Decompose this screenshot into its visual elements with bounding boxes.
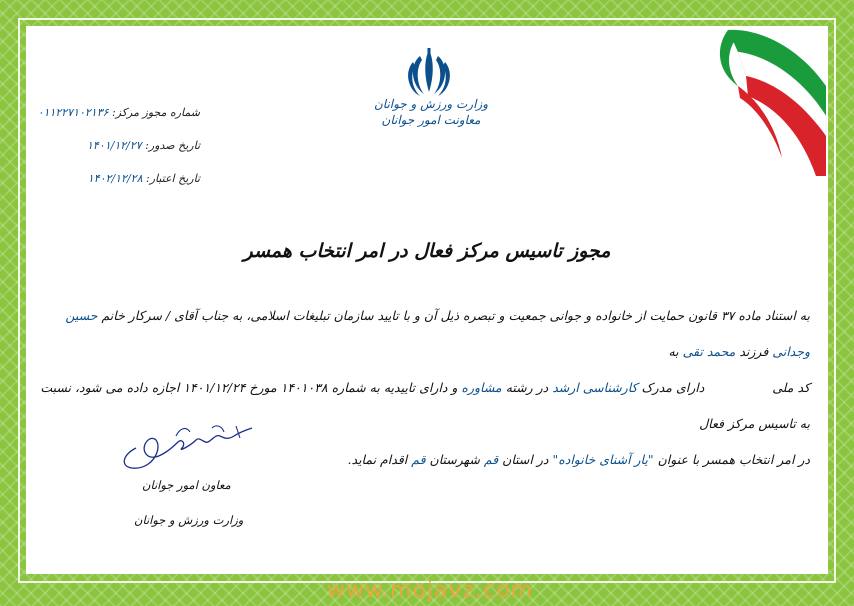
center-name: "یار آشنای خانواده" xyxy=(552,452,654,467)
line2-text-b: دارای مدرک xyxy=(641,380,705,395)
validity-date-row xyxy=(38,172,200,185)
city-value: قم xyxy=(411,452,426,467)
line1-text-b: فرزند xyxy=(739,344,769,359)
ministry-name: وزارت ورزش و جوانان xyxy=(373,97,489,111)
issue-date-row xyxy=(38,139,200,152)
license-number-value: ۰۱۱۲۲۷۱۰۲۱۳۶ xyxy=(37,106,109,119)
validity-date-value: ۱۴۰۲/۱۲/۲۸ xyxy=(87,172,143,185)
department-name: معاونت امور جوانان xyxy=(381,113,481,127)
national-id-label: کد ملی xyxy=(772,380,810,395)
line3-text-c: شهرستان xyxy=(429,452,480,467)
signer-title: معاون امور جوانان xyxy=(142,478,231,492)
license-meta xyxy=(38,106,200,205)
body-line-1 xyxy=(40,298,810,370)
line3-text-a: در امر انتخاب همسر با عنوان xyxy=(657,452,810,467)
issue-date-label: تاریخ صدور: xyxy=(145,139,200,152)
line1-text-c: به xyxy=(668,344,679,359)
license-number-row xyxy=(38,106,200,119)
iran-flag-ribbon-icon xyxy=(698,26,828,176)
license-number-label: شماره مجوز مرکز: xyxy=(112,106,200,119)
degree-value: کارشناسی ارشد xyxy=(552,380,638,395)
certificate-title: مجوز تاسیس مرکز فعال در امر انتخاب همسر xyxy=(243,240,611,262)
ministry-header xyxy=(356,96,506,128)
province-value: قم xyxy=(483,452,499,467)
signer-organization: وزارت ورزش و جوانان xyxy=(134,513,244,527)
holder-name: حسین وجدانی xyxy=(65,308,810,359)
father-name: محمد تقی xyxy=(682,344,736,359)
line2-text-c: در رشته xyxy=(505,380,549,395)
issue-date-value: ۱۴۰۱/۱۲/۲۷ xyxy=(86,139,142,152)
handwritten-signature-icon xyxy=(116,418,266,478)
line3-text-b: در استان xyxy=(502,452,549,467)
line2-text-d: و دارای تاییدیه به شماره ۱۴۰۱۰۳۸ مورخ ۱۴۰۱/۱۲/۲۴ اجازه داده می شود، نسبت به تاسیس مرکز فعال xyxy=(40,380,810,431)
validity-date-label: تاریخ اعتبار: xyxy=(145,172,200,185)
certificate-paper xyxy=(26,26,828,574)
line1-text-a: به استناد ماده ۳۷ قانون حمایت از خانواده و جوانی جمعیت و تبصره ذیل آن و با تایید سازمان تبلیغات اسلامی، به جناب آقای / سرکار خانم xyxy=(101,308,810,323)
field-value: مشاوره xyxy=(461,380,502,395)
iran-emblem-icon xyxy=(402,46,456,100)
line3-text-d: اقدام نماید. xyxy=(347,452,408,467)
website-watermark: www.mojavz.com xyxy=(327,578,533,603)
